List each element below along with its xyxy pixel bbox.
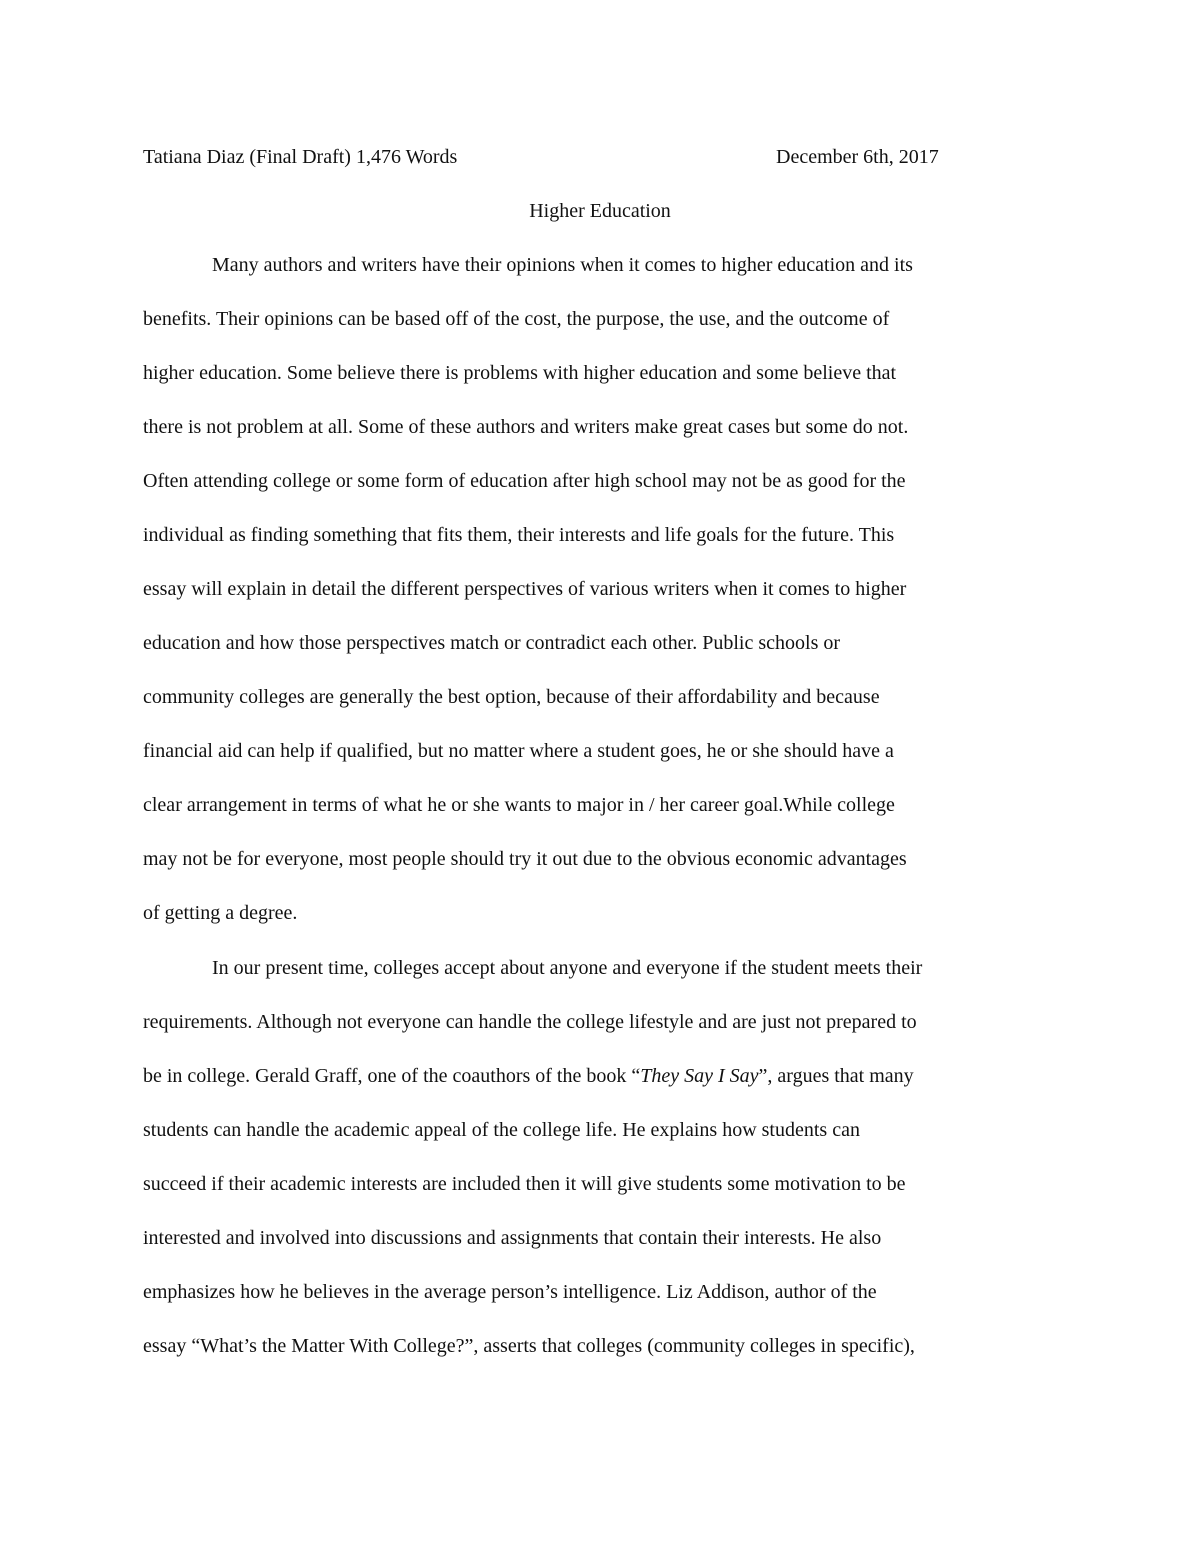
paragraph-1-line-2: benefits. Their opinions can be based off of the cost, the purpose, the use, and the outcome of xyxy=(143,308,890,330)
paragraph-1-line-3: higher education. Some believe there is problems with higher education and some believe that xyxy=(143,362,897,384)
document-date: December 6th, 2017 xyxy=(776,146,939,168)
paragraph-1-line-13: of getting a degree. xyxy=(143,902,298,924)
book-title: They Say I Say xyxy=(640,1065,759,1087)
paragraph-2-line-4: students can handle the academic appeal of the college life. He explains how students can xyxy=(143,1119,860,1141)
paragraph-1-line-9: community colleges are generally the best option, because of their affordability and because xyxy=(143,686,880,708)
paragraph-1-line-12: may not be for everyone, most people should try it out due to the obvious economic advantages xyxy=(143,848,907,870)
paragraph-2-line-5: succeed if their academic interests are included then it will give students some motivation to be xyxy=(143,1173,906,1195)
paragraph-2-line-7: emphasizes how he believes in the average person’s intelligence. Liz Addison, author of the xyxy=(143,1281,877,1303)
paragraph-2-line-3-end: ”, argues that many xyxy=(758,1065,914,1087)
paragraph-2-line-1: In our present time, colleges accept about anyone and everyone if the student meets their xyxy=(212,957,923,979)
paragraph-1-line-4: there is not problem at all. Some of these authors and writers make great cases but some do not. xyxy=(143,416,909,438)
header-row xyxy=(143,142,973,172)
essay-title: Higher Education xyxy=(529,200,671,222)
paragraph-1-line-11: clear arrangement in terms of what he or she wants to major in / her career goal.While college xyxy=(143,794,895,816)
paragraph-1-line-1: Many authors and writers have their opinions when it comes to higher education and its xyxy=(212,254,913,276)
paragraph-1-line-5: Often attending college or some form of education after high school may not be as good for the xyxy=(143,470,906,492)
paragraph-1-line-10: financial aid can help if qualified, but no matter where a student goes, he or she should have a xyxy=(143,740,894,762)
paragraph-1-line-8: education and how those perspectives match or contradict each other. Public schools or xyxy=(143,632,841,654)
paragraph-1-line-6: individual as finding something that fits them, their interests and life goals for the future. This xyxy=(143,524,895,546)
paragraph-2-line-3-start: be in college. Gerald Graff, one of the coauthors of the book “ xyxy=(143,1065,641,1087)
paragraph-2-line-8: essay “What’s the Matter With College?”, asserts that colleges (community colleges in specific), xyxy=(143,1335,915,1357)
paragraph-2-line-6: interested and involved into discussions and assignments that contain their interests. He also xyxy=(143,1227,882,1249)
paragraph-1-line-7: essay will explain in detail the different perspectives of various writers when it comes to higher xyxy=(143,578,907,600)
paragraph-2-line-3 xyxy=(143,1061,914,1091)
paragraph-2-line-2: requirements. Although not everyone can handle the college lifestyle and are just not prepared to xyxy=(143,1011,917,1033)
author-word-count: Tatiana Diaz (Final Draft) 1,476 Words xyxy=(143,146,458,168)
